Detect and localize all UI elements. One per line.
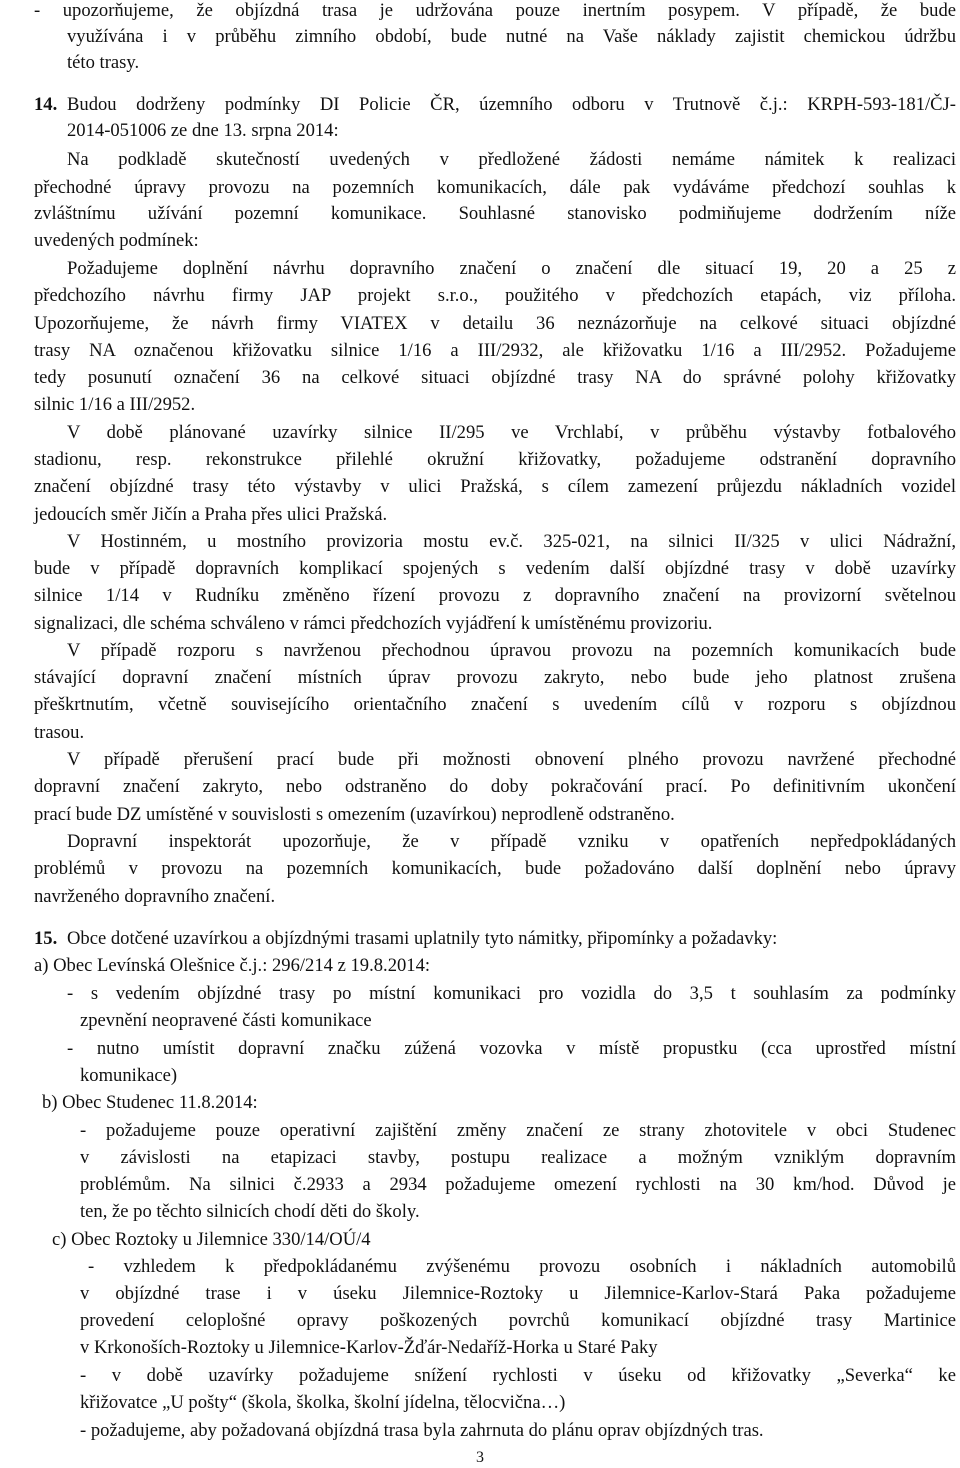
text-line: zvláštnímu užívání pozemní komunikace. Souhlasné stanovisko podmiňujeme dodržením níže [34, 203, 956, 224]
page-number: 3 [476, 1449, 484, 1466]
text-line: v závislosti na etapizaci stavby, postupu realizace a možným vzniklým dopravním [80, 1147, 956, 1168]
text-line: v Krkonoších-Roztoky u Jilemnice-Karlov-Žďár-Nedaříž-Horka u Staré Paky [80, 1337, 658, 1358]
text-line: signalizaci, dle schéma schváleno v rámci předchozích vyjádření k umístěnému provizoriu. [34, 613, 713, 634]
text-line: Dopravní inspektorát upozorňuje, že v případě vzniku v opatřeních nepředpokládaných [67, 831, 956, 852]
text-line: V Hostinném, u mostního provizoria mostu ev.č. 325-021, na silnici II/325 v ulici Nádražní, [67, 531, 956, 552]
text-line: - v době uzavírky požadujeme snížení rychlosti v úseku od křižovatky „Severka“ ke [80, 1365, 956, 1386]
text-line: - upozorňujeme, že objízdná trasa je udržována pouze inertním posypem. V případě, že bude [34, 0, 956, 21]
text-line: Požadujeme doplnění návrhu dopravního značení o značení dle situací 19, 20 a 25 z [67, 258, 956, 279]
item-number: 14. [34, 94, 58, 115]
text-line: komunikace) [80, 1065, 178, 1086]
text-line: - s vedením objízdné trasy po místní komunikaci pro vozidla do 3,5 t souhlasím za podmínky [67, 983, 956, 1004]
text-line: b) Obec Studenec 11.8.2014: [42, 1092, 258, 1113]
text-line: - nutno umístit dopravní značku zúžená vozovka v místě propustku (cca uprostřed místní [67, 1038, 956, 1059]
text-line: - požadujeme pouze operativní zajištění změny značení ze strany zhotovitele v obci Studenec [80, 1120, 956, 1141]
text-line: uvedených podmínek: [34, 230, 199, 251]
text-line: tedy posunutí označení 36 na celkové situaci objízdné trasy NA do správné polohy křižovatky [34, 367, 956, 388]
text-line: zpevnění neopravené části komunikace [80, 1010, 372, 1031]
text-line: problémům. Na silnici č.2933 a 2934 požadujeme omezení rychlosti na 30 km/hod. Důvod je [80, 1174, 956, 1195]
text-line: silnic 1/16 a III/2952. [34, 394, 196, 415]
text-line: - požadujeme, aby požadovaná objízdná trasa byla zahrnuta do plánu oprav objízdných tras. [80, 1420, 764, 1441]
text-line: silnice 1/14 v Rudníku změněno řízení provozu z dopravního značení na provizorní světelnou [34, 585, 956, 606]
item-number: 15. [34, 928, 58, 949]
text-line: křižovatce „U pošty“ (škola, školka, školní jídelna, tělocvična…) [80, 1392, 566, 1413]
text-line: provedení celoplošné opravy poškozených povrchů komunikací objízdné trasy Martinice [80, 1310, 956, 1331]
text-line: přechodné úpravy provozu na pozemních komunikacích, dále pak vydáváme předchozí souhlas k [34, 177, 956, 198]
text-line: přeškrtnutím, včetně souvisejícího orientačního značení s uvedením cílů v rozporu s objízdnou [34, 694, 956, 715]
text-line: stadionu, resp. rekonstrukce přilehlé okružní křižovatky, požadujeme odstranění dopravního [34, 449, 956, 470]
text-line: Na podkladě skutečností uvedených v předložené žádosti nemáme námitek k realizaci [67, 149, 956, 170]
text-line: trasou. [34, 722, 85, 743]
text-line: stávající dopravní značení místních úprav provozu zakryto, nebo bude jeho platnost zrušena [34, 667, 956, 688]
text-line: značení objízdné trasy této výstavby v ulici Pražská, s cílem zamezení průjezdu nákladních vozidel [34, 476, 956, 497]
text-line: problémů v provozu na pozemních komunikacích, bude požadováno další doplnění nebo úpravy [34, 858, 956, 879]
text-line: c) Obec Roztoky u Jilemnice 330/14/OÚ/4 [52, 1229, 371, 1250]
text-line: V případě přerušení prací bude při možnosti obnovení plného provozu navržené přechodné [67, 749, 956, 770]
text-line: ten, že po těchto silnicích chodí děti do školy. [80, 1201, 420, 1222]
text-line: Upozorňujeme, že návrh firmy VIATEX v detailu 36 neznázorňuje na celkové situaci objízdné [34, 313, 956, 334]
text-line: dopravní značení zakryto, nebo odstraněno do doby pokračování prací. Po definitivním ukončení [34, 776, 956, 797]
text-line: prací bude DZ umístěné v souvislosti s omezením (uzavírkou) neprodleně odstraněno. [34, 804, 675, 825]
text-line: využívána i v průběhu zimního období, bude nutné na Vaše náklady zajistit chemickou údržbu [67, 26, 956, 47]
text-line: bude v případě dopravních komplikací spojených s vedením další objízdné trasy v době uzavírky [34, 558, 956, 579]
text-line: - vzhledem k předpokládanému zvýšenému provozu osobních i nákladních automobilů [88, 1256, 956, 1277]
text-line: Obce dotčené uzavírkou a objízdnými trasami uplatnily tyto námitky, připomínky a požadavky: [67, 928, 778, 949]
text-line: Budou dodrženy podmínky DI Policie ČR, územního odboru v Trutnově č.j.: KRPH-593-181/ČJ- [67, 94, 956, 115]
text-line: a) Obec Levínská Olešnice č.j.: 296/214 z 19.8.2014: [34, 955, 431, 976]
text-line: v objízdné trase i v úseku Jilemnice-Roztoky u Jilemnice-Karlov-Stará Paka požadujeme [80, 1283, 956, 1304]
text-line: jedoucích směr Jičín a Praha přes ulici Pražská. [34, 504, 388, 525]
text-line: V případě rozporu s navrženou přechodnou úpravou provozu na pozemních komunikacích bude [67, 640, 956, 661]
text-line: trasy NA označenou křižovatku silnice 1/16 a III/2932, ale křižovatku 1/16 a III/2952. Požadujeme [34, 340, 956, 361]
text-line: předchozího návrhu firmy JAP projekt s.r.o., použitého v předchozích etapách, viz příloha. [34, 285, 956, 306]
text-line: této trasy. [67, 52, 140, 73]
text-line: 2014-051006 ze dne 13. srpna 2014: [67, 120, 339, 141]
text-line: V době plánované uzavírky silnice II/295 ve Vrchlabí, v průběhu výstavby fotbalového [67, 422, 956, 443]
text-line: navrženého dopravního značení. [34, 886, 276, 907]
